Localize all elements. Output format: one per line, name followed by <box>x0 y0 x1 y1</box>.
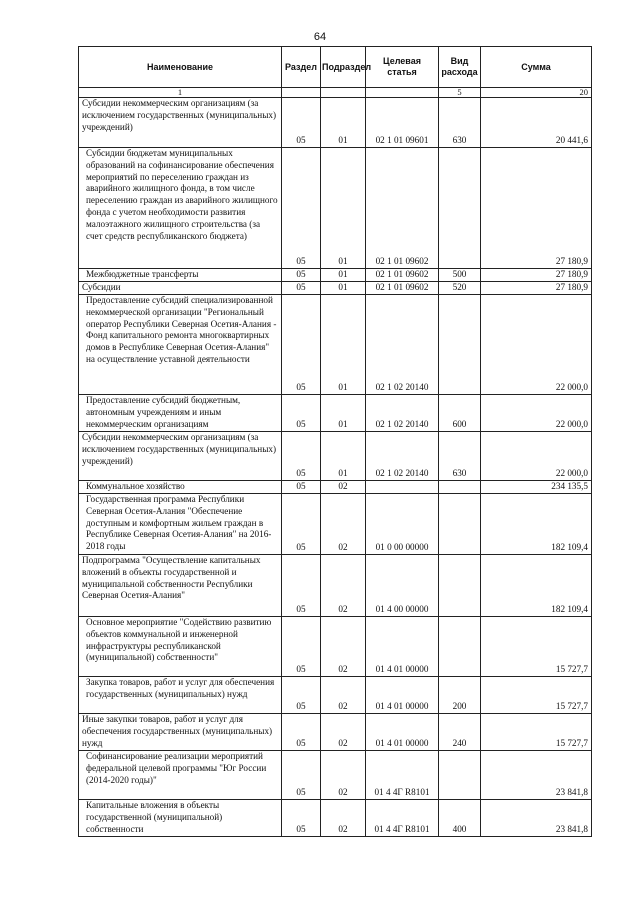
row-name: Софинансирование реализации мероприятий федеральной целевой программы "Юг России (2014-2020 годы)" <box>79 751 282 800</box>
row-target: 02 1 01 09602 <box>366 269 439 282</box>
row-section: 05 <box>282 295 321 395</box>
row-sum: 27 180,9 <box>481 282 592 295</box>
table-row <box>79 98 592 148</box>
row-name: Предоставление субсидий бюджетным, автономным учреждениям и иным некоммерческим организациям <box>79 395 282 432</box>
row-target: 01 4 4Г R8101 <box>366 800 439 837</box>
row-type <box>439 481 481 494</box>
row-type <box>439 555 481 617</box>
col-header-section: Раздел <box>282 47 321 88</box>
row-name: Подпрограмма "Осуществление капитальных вложений в объекты государственной и муниципальной собственности Республики Северная Осетия-Алания" <box>79 555 282 617</box>
row-target: 01 0 00 00000 <box>366 494 439 555</box>
row-section: 05 <box>282 800 321 837</box>
row-section: 05 <box>282 494 321 555</box>
table-row <box>79 714 592 751</box>
row-sum: 15 727,7 <box>481 714 592 751</box>
row-target: 02 1 01 09601 <box>366 98 439 148</box>
page-number: 64 <box>313 31 327 43</box>
row-type <box>439 295 481 395</box>
row-section: 05 <box>282 751 321 800</box>
row-name: Субсидии <box>79 282 282 295</box>
row-type: 500 <box>439 269 481 282</box>
row-section: 05 <box>282 481 321 494</box>
row-subsection: 02 <box>321 751 366 800</box>
table-row <box>79 269 592 282</box>
col-header-name: Наименование <box>79 47 282 88</box>
row-sum: 22 000,0 <box>481 432 592 481</box>
row-section: 05 <box>282 432 321 481</box>
row-subsection: 01 <box>321 269 366 282</box>
row-subsection: 01 <box>321 98 366 148</box>
row-sum: 22 000,0 <box>481 395 592 432</box>
row-target: 02 1 01 09602 <box>366 148 439 269</box>
row-subsection: 02 <box>321 555 366 617</box>
column-index-row <box>79 88 592 98</box>
row-subsection: 01 <box>321 395 366 432</box>
row-name: Капитальные вложения в объекты государственной (муниципальной) собственности <box>79 800 282 837</box>
row-section: 05 <box>282 269 321 282</box>
budget-table <box>78 46 592 837</box>
row-target: 01 4 01 00000 <box>366 617 439 677</box>
index-cell-target <box>366 88 439 98</box>
row-target: 02 1 02 20140 <box>366 432 439 481</box>
row-type: 240 <box>439 714 481 751</box>
table-header-row <box>79 47 592 88</box>
row-name: Межбюджетные трансферты <box>79 269 282 282</box>
index-cell-subsection <box>321 88 366 98</box>
col-header-sum: Сумма <box>481 47 592 88</box>
row-subsection: 02 <box>321 677 366 714</box>
row-subsection: 02 <box>321 494 366 555</box>
row-target: 02 1 02 20140 <box>366 395 439 432</box>
row-section: 05 <box>282 617 321 677</box>
table-row <box>79 481 592 494</box>
row-name: Основное мероприятие "Содействию развитию объектов коммунальной и инженерной инфраструктуры республиканской (муниципальной) собственности" <box>79 617 282 677</box>
row-sum: 234 135,5 <box>481 481 592 494</box>
row-name: Предоставление субсидий специализированной некоммерческой организации "Региональный оператор Республики Северная Осетия-Алания - Фонд капитального ремонта многоквартирных домов в Республике Северная Осетия-Алания" на осуществление уставной деятельности <box>79 295 282 395</box>
row-section: 05 <box>282 555 321 617</box>
row-sum: 15 727,7 <box>481 677 592 714</box>
row-name: Субсидии некоммерческим организациям (за исключением государственных (муниципальных) учреждений) <box>79 98 282 148</box>
table-row <box>79 800 592 837</box>
row-type: 630 <box>439 432 481 481</box>
row-sum: 15 727,7 <box>481 617 592 677</box>
table-row <box>79 617 592 677</box>
table-row <box>79 677 592 714</box>
row-target: 01 4 4Г R8101 <box>366 751 439 800</box>
index-cell-type: 5 <box>439 88 481 98</box>
table-row <box>79 432 592 481</box>
row-sum: 27 180,9 <box>481 269 592 282</box>
row-type: 200 <box>439 677 481 714</box>
row-name: Иные закупки товаров, работ и услуг для обеспечения государственных (муниципальных) нужд <box>79 714 282 751</box>
col-header-type: Вид расхода <box>439 47 481 88</box>
row-name: Субсидии некоммерческим организациям (за исключением государственных (муниципальных) учреждений) <box>79 432 282 481</box>
row-target: 02 1 01 09602 <box>366 282 439 295</box>
row-type: 400 <box>439 800 481 837</box>
row-section: 05 <box>282 282 321 295</box>
col-header-subsection: Подраздел <box>321 47 366 88</box>
row-type <box>439 751 481 800</box>
row-name: Субсидии бюджетам муниципальных образований на софинансирование обеспечения мероприятий по переселению граждан из аварийного жилищного фонда, в том числе переселению граждан из аварийного жилищного фонда с учетом необходимости развития малоэтажного жилищного строительства (за счет средств республиканского бюджета) <box>79 148 282 269</box>
row-target <box>366 481 439 494</box>
row-type: 520 <box>439 282 481 295</box>
row-sum: 23 841,8 <box>481 751 592 800</box>
row-type: 600 <box>439 395 481 432</box>
row-target: 01 4 01 00000 <box>366 677 439 714</box>
row-section: 05 <box>282 677 321 714</box>
row-target: 01 4 00 00000 <box>366 555 439 617</box>
table-row <box>79 751 592 800</box>
row-subsection: 02 <box>321 617 366 677</box>
row-type <box>439 617 481 677</box>
row-sum: 182 109,4 <box>481 555 592 617</box>
row-subsection: 01 <box>321 432 366 481</box>
index-cell-name: 1 <box>79 88 282 98</box>
row-sum: 182 109,4 <box>481 494 592 555</box>
row-subsection: 01 <box>321 282 366 295</box>
row-type <box>439 148 481 269</box>
row-sum: 22 000,0 <box>481 295 592 395</box>
row-sum: 23 841,8 <box>481 800 592 837</box>
table-row <box>79 295 592 395</box>
row-name: Закупка товаров, работ и услуг для обеспечения государственных (муниципальных) нужд <box>79 677 282 714</box>
row-name: Коммунальное хозяйство <box>79 481 282 494</box>
index-cell-section <box>282 88 321 98</box>
row-target: 02 1 02 20140 <box>366 295 439 395</box>
row-name: Государственная программа Республики Северная Осетия-Алания "Обеспечение доступным и комфортным жильем граждан в Республике Северная Осетия-Алания" на 2016-2018 годы <box>79 494 282 555</box>
table-row <box>79 282 592 295</box>
row-subsection: 02 <box>321 481 366 494</box>
table-row <box>79 555 592 617</box>
table-row <box>79 395 592 432</box>
row-type <box>439 494 481 555</box>
row-sum: 20 441,6 <box>481 98 592 148</box>
index-cell-sum: 20 <box>481 88 592 98</box>
row-section: 05 <box>282 395 321 432</box>
row-section: 05 <box>282 98 321 148</box>
row-sum: 27 180,9 <box>481 148 592 269</box>
row-subsection: 01 <box>321 148 366 269</box>
row-section: 05 <box>282 714 321 751</box>
row-type: 630 <box>439 98 481 148</box>
row-subsection: 02 <box>321 800 366 837</box>
row-subsection: 02 <box>321 714 366 751</box>
row-target: 01 4 01 00000 <box>366 714 439 751</box>
col-header-target: Целевая статья <box>366 47 439 88</box>
table-row <box>79 494 592 555</box>
row-subsection: 01 <box>321 295 366 395</box>
row-section: 05 <box>282 148 321 269</box>
table-row <box>79 148 592 269</box>
